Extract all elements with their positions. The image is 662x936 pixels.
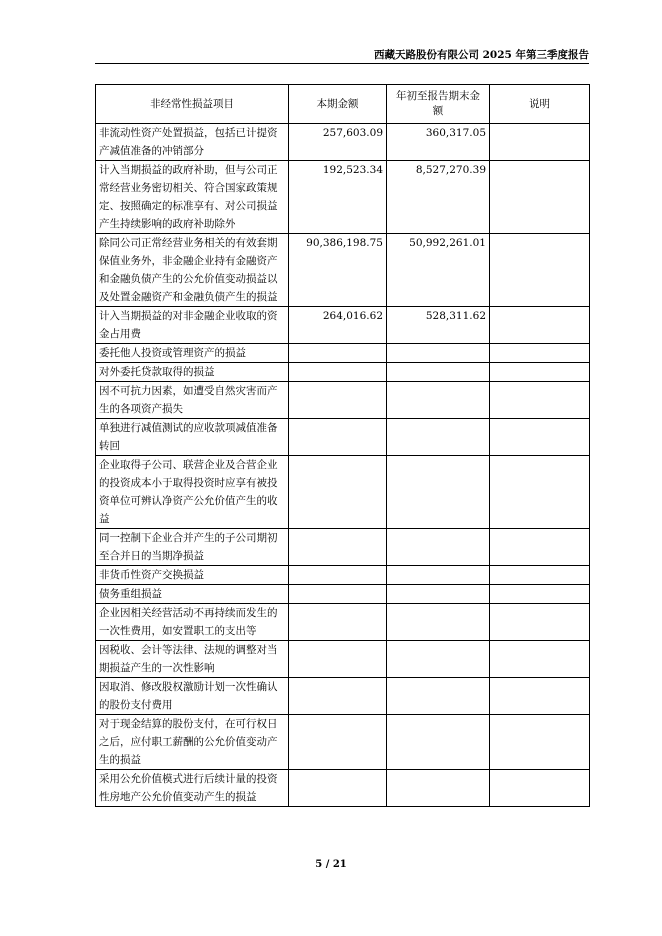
page-number: 5 / 21 xyxy=(315,859,347,870)
table-row xyxy=(96,715,590,770)
row-note-cell xyxy=(490,124,590,161)
row-item-cell: 债务重组损益 xyxy=(96,585,289,604)
row-note-cell xyxy=(490,456,590,529)
row-note-cell xyxy=(490,419,590,456)
row-current-amount xyxy=(289,678,387,715)
row-current-amount xyxy=(289,419,387,456)
row-current-amount: 264,016.62 xyxy=(289,307,387,344)
row-ytd-amount xyxy=(387,566,490,585)
row-item-cell: 单独进行减值测试的应收款项减值准备转回 xyxy=(96,419,289,456)
row-current-amount xyxy=(289,456,387,529)
table-row xyxy=(96,604,590,641)
table-row xyxy=(96,566,590,585)
row-current-amount xyxy=(289,529,387,566)
row-current-amount: 90,386,198.75 xyxy=(289,234,387,307)
row-item-cell: 对于现金结算的股份支付，在可行权日之后，应付职工薪酬的公允价值变动产生的损益 xyxy=(96,715,289,770)
table-row xyxy=(96,363,590,382)
table-row xyxy=(96,770,590,807)
row-note-cell xyxy=(490,566,590,585)
row-note-cell xyxy=(490,363,590,382)
row-ytd-amount xyxy=(387,382,490,419)
row-current-amount xyxy=(289,363,387,382)
row-note-cell xyxy=(490,234,590,307)
row-ytd-amount xyxy=(387,529,490,566)
row-item-cell: 企业因相关经营活动不再持续而发生的一次性费用，如安置职工的支出等 xyxy=(96,604,289,641)
row-ytd-amount xyxy=(387,715,490,770)
row-item-cell: 计入当期损益的对非金融企业收取的资金占用费 xyxy=(96,307,289,344)
table-row xyxy=(96,678,590,715)
header-divider xyxy=(95,63,589,64)
row-ytd-amount xyxy=(387,363,490,382)
table-row xyxy=(96,641,590,678)
table-row xyxy=(96,161,590,234)
row-item-cell: 委托他人投资或管理资产的损益 xyxy=(96,344,289,363)
row-item-cell: 计入当期损益的政府补助，但与公司正常经营业务密切相关、符合国家政策规定、按照确定的标准享有、对公司损益产生持续影响的政府补助除外 xyxy=(96,161,289,234)
row-ytd-amount xyxy=(387,419,490,456)
row-current-amount xyxy=(289,604,387,641)
table-row xyxy=(96,419,590,456)
table-row xyxy=(96,382,590,419)
row-item-cell: 非货币性资产交换损益 xyxy=(96,566,289,585)
row-ytd-amount: 50,992,261.01 xyxy=(387,234,490,307)
row-item-cell: 采用公允价值模式进行后续计量的投资性房地产公允价值变动产生的损益 xyxy=(96,770,289,807)
row-note-cell xyxy=(490,715,590,770)
table-row xyxy=(96,456,590,529)
report-header-title: 西藏天路股份有限公司 2025 年第三季度报告 xyxy=(373,49,589,61)
row-note-cell xyxy=(490,770,590,807)
row-current-amount xyxy=(289,344,387,363)
row-ytd-amount xyxy=(387,585,490,604)
row-item-cell: 非流动性资产处置损益，包括已计提资产减值准备的冲销部分 xyxy=(96,124,289,161)
row-current-amount: 257,603.09 xyxy=(289,124,387,161)
row-item-cell: 除同公司正常经营业务相关的有效套期保值业务外，非金融企业持有金融资产和金融负债产生的公允价值变动损益以及处置金融资产和金融负债产生的损益 xyxy=(96,234,289,307)
row-note-cell xyxy=(490,382,590,419)
table-row xyxy=(96,234,590,307)
row-item-cell: 对外委托贷款取得的损益 xyxy=(96,363,289,382)
table-header-row xyxy=(96,85,590,124)
col-header-note: 说明 xyxy=(490,85,590,124)
row-current-amount xyxy=(289,382,387,419)
row-item-cell: 因税收、会计等法律、法规的调整对当期损益产生的一次性影响 xyxy=(96,641,289,678)
table-row xyxy=(96,344,590,363)
row-item-cell: 同一控制下企业合并产生的子公司期初至合并日的当期净损益 xyxy=(96,529,289,566)
col-header-ytd: 年初至报告期末金额 xyxy=(387,85,490,124)
row-item-cell: 企业取得子公司、联营企业及合营企业的投资成本小于取得投资时应享有被投资单位可辨认净资产公允价值产生的收益 xyxy=(96,456,289,529)
row-ytd-amount xyxy=(387,456,490,529)
row-ytd-amount: 8,527,270.39 xyxy=(387,161,490,234)
row-note-cell xyxy=(490,161,590,234)
row-note-cell xyxy=(490,344,590,363)
row-current-amount xyxy=(289,585,387,604)
row-note-cell xyxy=(490,307,590,344)
row-item-cell: 因取消、修改股权激励计划一次性确认的股份支付费用 xyxy=(96,678,289,715)
row-item-cell: 因不可抗力因素，如遭受自然灾害而产生的各项资产损失 xyxy=(96,382,289,419)
row-note-cell xyxy=(490,604,590,641)
row-ytd-amount xyxy=(387,604,490,641)
table-row xyxy=(96,124,590,161)
row-current-amount xyxy=(289,641,387,678)
row-ytd-amount xyxy=(387,678,490,715)
row-note-cell xyxy=(490,529,590,566)
row-current-amount xyxy=(289,770,387,807)
row-ytd-amount: 360,317.05 xyxy=(387,124,490,161)
row-current-amount xyxy=(289,566,387,585)
row-ytd-amount xyxy=(387,344,490,363)
row-ytd-amount xyxy=(387,641,490,678)
row-note-cell xyxy=(490,678,590,715)
non-recurring-gains-table xyxy=(95,84,590,807)
col-header-item: 非经常性损益项目 xyxy=(96,85,289,124)
table-row xyxy=(96,529,590,566)
row-note-cell xyxy=(490,641,590,678)
table-row xyxy=(96,585,590,604)
row-note-cell xyxy=(490,585,590,604)
col-header-current: 本期金额 xyxy=(289,85,387,124)
row-ytd-amount: 528,311.62 xyxy=(387,307,490,344)
table-row xyxy=(96,307,590,344)
row-ytd-amount xyxy=(387,770,490,807)
row-current-amount: 192,523.34 xyxy=(289,161,387,234)
row-current-amount xyxy=(289,715,387,770)
